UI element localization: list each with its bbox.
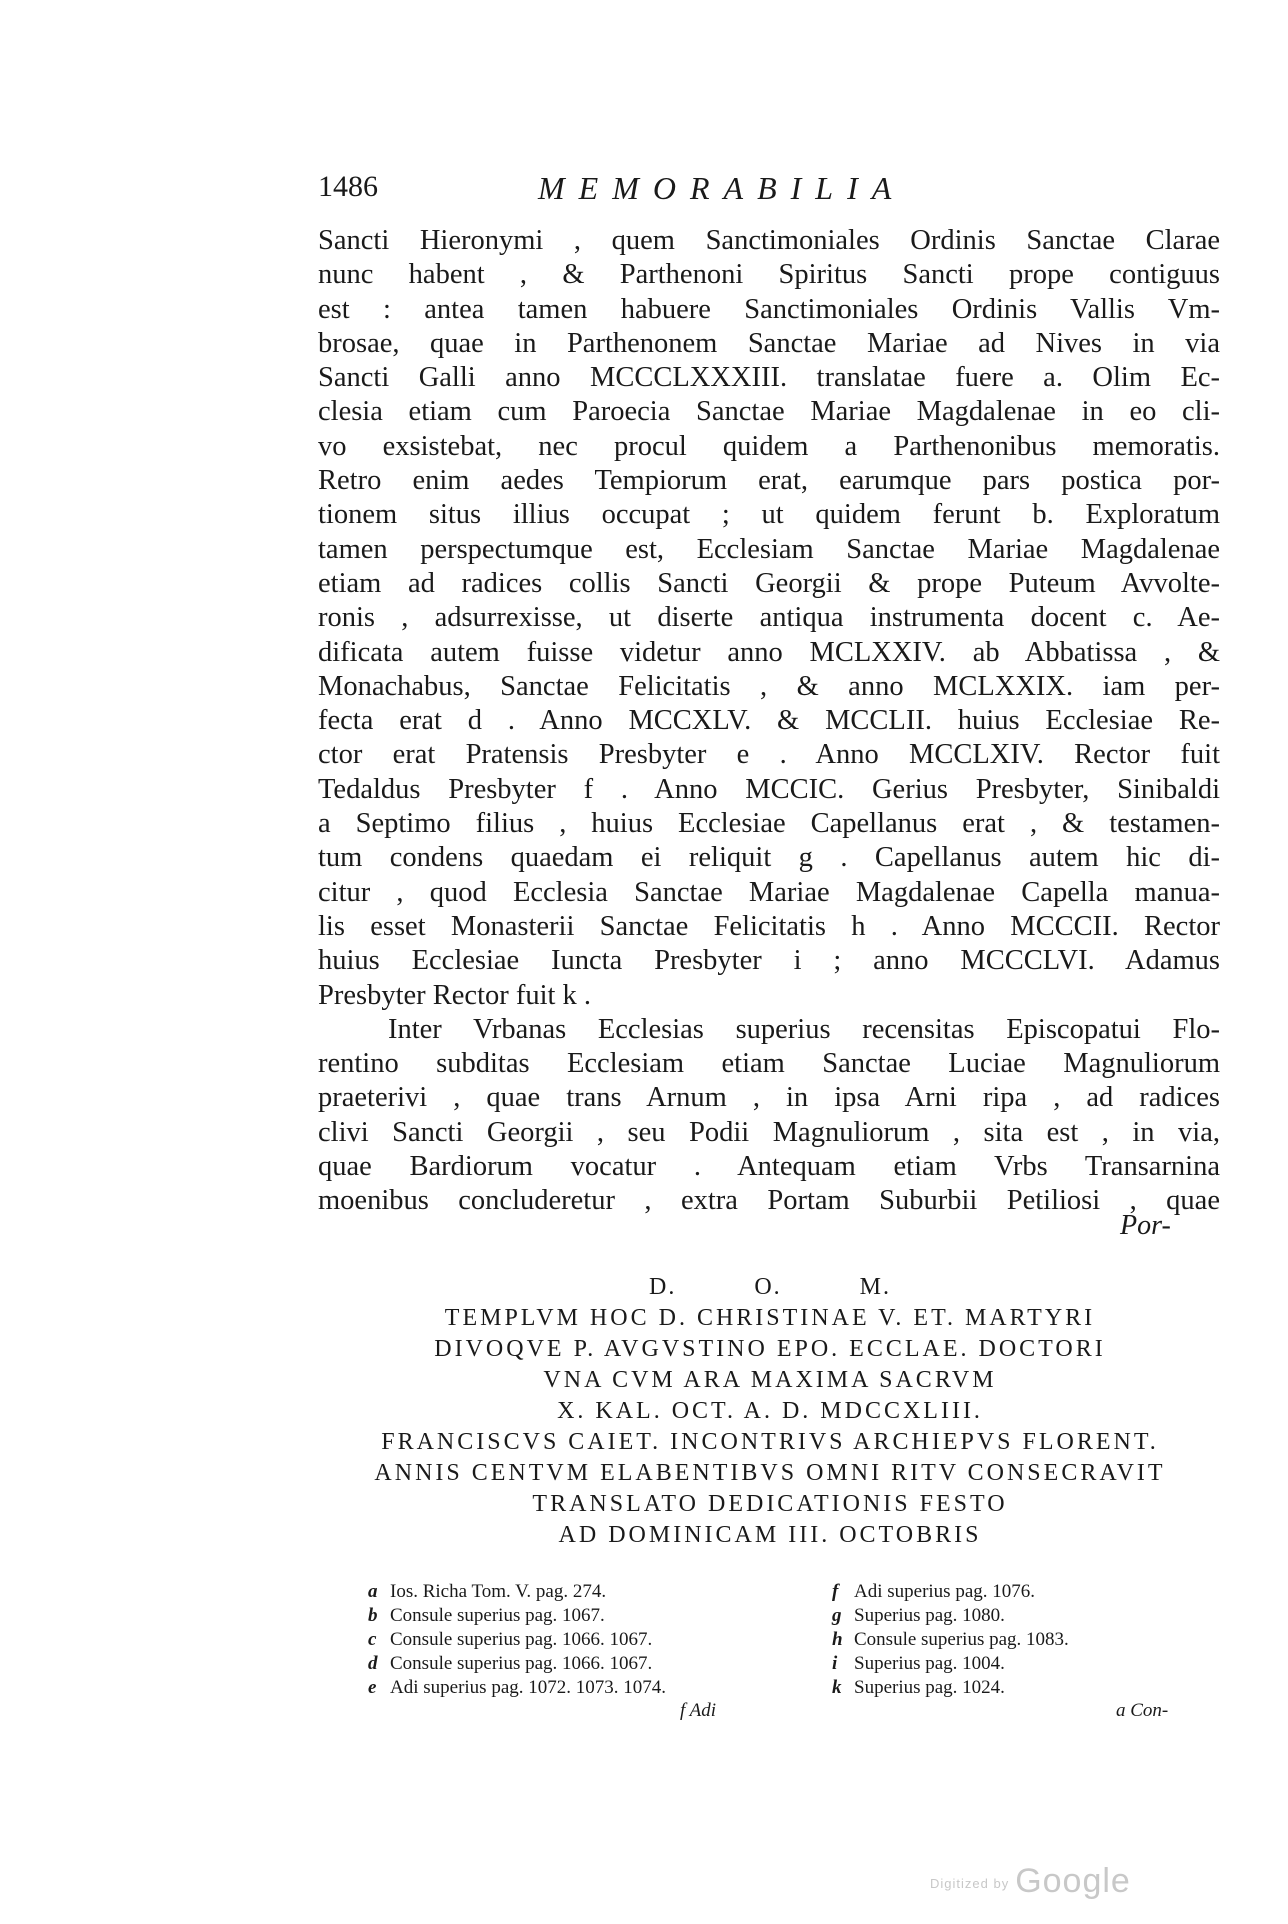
footnote-text: Consule superius pag. 1083.	[854, 1629, 1069, 1650]
footnote	[832, 1604, 1212, 1628]
footnote-text: Superius pag. 1080.	[854, 1605, 1005, 1626]
running-title: MEMORABILIA	[538, 170, 906, 206]
text-line: Inter Vrbanas Ecclesias superius recensitas Episcopatui Flo-	[388, 1013, 1220, 1045]
footnote-mark: a	[368, 1581, 378, 1602]
text-line: brosae, quae in Parthenonem Sanctae Mariae ad Nives in via	[318, 327, 1220, 359]
footnote	[832, 1652, 1212, 1676]
text-line: ctor erat Pratensis Presbyter e . Anno MCCLXIV. Rector fuit	[318, 739, 1220, 771]
inscription-line: VNA CVM ARA MAXIMA SACRVM	[543, 1367, 997, 1393]
footnote-mark: h	[832, 1629, 843, 1650]
inscription-dom: D. O. M.	[648, 1274, 891, 1300]
text-line: quae Bardiorum vocatur . Antequam etiam Vrbs Transarnina	[318, 1151, 1220, 1183]
text-line: tamen perspectumque est, Ecclesiam Sanctae Mariae Magdalenae	[318, 533, 1220, 565]
footnote	[368, 1628, 788, 1652]
google-logo: Google	[1015, 1862, 1131, 1900]
main-text	[318, 224, 1220, 1219]
text-line: Sancti Galli anno MCCCLXXXIII. translatae fuere a. Olim Ec-	[318, 362, 1220, 394]
text-line: nunc habent , & Parthenoni Spiritus Sancti prope contiguus	[318, 259, 1220, 291]
footnote-catchword-left: f Adi	[680, 1700, 717, 1721]
page-number: 1486	[318, 170, 378, 203]
footnote-mark: k	[832, 1677, 842, 1698]
footnote-mark: i	[832, 1653, 838, 1674]
text-line: Sancti Hieronymi , quem Sanctimoniales Ordinis Sanctae Clarae	[318, 225, 1220, 256]
text-line: rentino subditas Ecclesiam etiam Sanctae Luciae Magnuliorum	[318, 1048, 1220, 1080]
inscription-line: AD DOMINICAM III. OCTOBRIS	[558, 1522, 982, 1548]
text-line: fecta erat d . Anno MCCXLV. & MCCLII. huius Ecclesiae Re-	[318, 705, 1220, 737]
digitized-watermark	[930, 1862, 1131, 1901]
text-line: moenibus concluderetur , extra Portam Suburbii Petiliosi , quae	[318, 1185, 1220, 1217]
text-line: vo exsistebat, nec procul quidem a Parthenonibus memoratis.	[318, 430, 1220, 462]
catchword: Por-	[1120, 1210, 1171, 1241]
text-line: citur , quod Ecclesia Sanctae Mariae Magdalenae Capella manua-	[318, 876, 1220, 908]
footnote-text: Consule superius pag. 1066. 1067.	[390, 1653, 653, 1674]
footnotes-left	[368, 1580, 788, 1700]
text-line: lis esset Monasterii Sanctae Felicitatis h . Anno MCCCII. Rector	[318, 910, 1220, 942]
text-line: huius Ecclesiae Iuncta Presbyter i ; anno MCCCLVI. Adamus	[318, 945, 1220, 977]
inscription-line: X. KAL. OCT. A. D. MDCCXLIII.	[557, 1398, 983, 1424]
footnote-mark: c	[368, 1629, 377, 1650]
inscription-line: ANNIS CENTVM ELABENTIBVS OMNI RITV CONSECRAVIT	[374, 1460, 1166, 1486]
text-line: clivi Sancti Georgii , seu Podii Magnuliorum , sita est , in via,	[318, 1116, 1220, 1148]
text-line: dificata autem fuisse videtur anno MCLXXIV. ab Abbatissa , &	[318, 636, 1220, 668]
text-line: Presbyter Rector fuit k .	[318, 979, 592, 1011]
text-line: clesia etiam cum Paroecia Sanctae Mariae Magdalenae in eo cli-	[318, 396, 1220, 428]
footnote	[832, 1676, 1212, 1700]
footnote-text: Consule superius pag. 1066. 1067.	[390, 1629, 653, 1650]
footnote-text: Adi superius pag. 1072. 1073. 1074.	[390, 1677, 667, 1698]
footnote	[368, 1652, 788, 1676]
footnote	[368, 1604, 788, 1628]
footnote	[368, 1676, 788, 1700]
inscription-line: TEMPLVM HOC D. CHRISTINAE V. ET. MARTYRI	[444, 1305, 1096, 1331]
footnote-mark: f	[832, 1581, 839, 1602]
text-line: etiam ad radices collis Sancti Georgii & prope Puteum Avvolte-	[318, 567, 1220, 599]
text-line: tionem situs illius occupat ; ut quidem ferunt b. Exploratum	[318, 499, 1220, 531]
watermark-prefix: Digitized by	[930, 1875, 1010, 1891]
footnote-mark: g	[832, 1605, 842, 1626]
footnote-text: Consule superius pag. 1067.	[390, 1605, 605, 1626]
footnote-text: Superius pag. 1024.	[854, 1677, 1005, 1698]
footnote	[832, 1580, 1212, 1604]
inscription	[300, 1272, 1240, 1551]
text-line: a Septimo filius , huius Ecclesiae Capellanus erat , & testamen-	[318, 808, 1220, 840]
inscription-line: TRANSLATO DEDICATIONIS FESTO	[532, 1491, 1008, 1517]
inscription-line: DIVOQVE P. AVGVSTINO EPO. ECCLAE. DOCTORI	[434, 1336, 1106, 1362]
text-line: praeterivi , quae trans Arnum , in ipsa Arni ripa , ad radices	[318, 1082, 1220, 1114]
footnotes-right	[832, 1580, 1212, 1700]
footnote-text: Ios. Richa Tom. V. pag. 274.	[390, 1581, 607, 1602]
text-line: Retro enim aedes Tempiorum erat, earumque pars postica por-	[318, 465, 1220, 497]
footnote-catchword-right: a Con-	[1116, 1700, 1169, 1721]
footnote-text: Superius pag. 1004.	[854, 1653, 1005, 1674]
footnote-mark: b	[368, 1605, 378, 1626]
footnote	[832, 1628, 1212, 1652]
footnote-mark: e	[368, 1677, 377, 1698]
footnote	[368, 1580, 788, 1604]
page-header	[318, 170, 1118, 214]
footnote-text: Adi superius pag. 1076.	[854, 1581, 1036, 1602]
text-line: Monachabus, Sanctae Felicitatis , & anno MCLXXIX. iam per-	[318, 670, 1220, 702]
inscription-lines	[300, 1303, 1240, 1551]
text-line: est : antea tamen habuere Sanctimoniales Ordinis Vallis Vm-	[318, 293, 1220, 325]
inscription-line: FRANCISCVS CAIET. INCONTRIVS ARCHIEPVS FLORENT.	[381, 1429, 1159, 1455]
text-line: ronis , adsurrexisse, ut diserte antiqua instrumenta docent c. Ae-	[318, 602, 1220, 634]
text-line: tum condens quaedam ei reliquit g . Capellanus autem hic di-	[318, 842, 1220, 874]
text-line: Tedaldus Presbyter f . Anno MCCIC. Gerius Presbyter, Sinibaldi	[318, 773, 1220, 805]
footnote-mark: d	[368, 1653, 378, 1674]
